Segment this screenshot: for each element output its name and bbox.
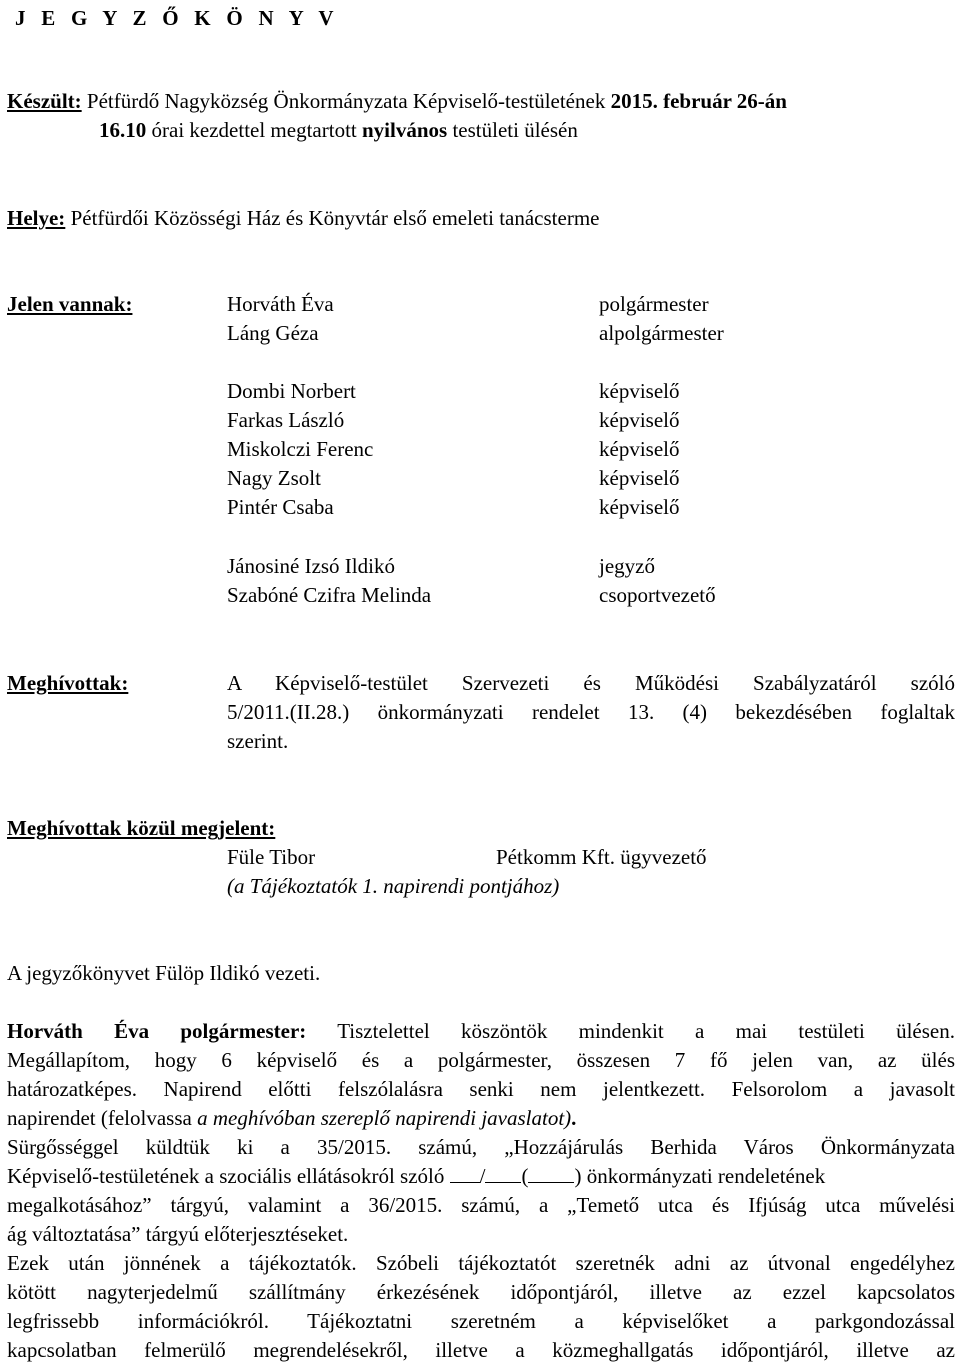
body-text: Tisztelettel köszöntök mindenkit a mai testületi ülésen. bbox=[337, 1019, 955, 1043]
body-line-6 bbox=[7, 1162, 955, 1191]
body-line-11: legfrissebb információkról. Tájékoztatni szeretném a képviselőket a parkgondozással bbox=[7, 1309, 955, 1333]
attendee-role: jegyző bbox=[599, 554, 655, 578]
attendee-role: csoportvezető bbox=[599, 583, 716, 607]
body-line-5: Sürgősséggel küldtük ki a 35/2015. számú, „Hozzájárulás Berhida Város Önkormányzata bbox=[7, 1135, 955, 1159]
attendee-role: képviselő bbox=[599, 379, 680, 403]
body-paren-open: ( bbox=[521, 1164, 529, 1188]
megjelent-note: (a Tájékoztatók 1. napirendi pontjához) bbox=[227, 874, 560, 898]
attendee-role: képviselő bbox=[599, 437, 680, 461]
helye-text: Pétfürdői Közösségi Ház és Könyvtár első emeleti tanácsterme bbox=[70, 206, 600, 230]
megjelent-label bbox=[7, 814, 275, 843]
jelen-label-text: Jelen vannak: bbox=[7, 292, 133, 316]
meghivottak-line-3: szerint. bbox=[227, 729, 289, 753]
attendee-role: képviselő bbox=[599, 466, 680, 490]
body-period: . bbox=[571, 1106, 577, 1130]
keszult-public: nyilvános bbox=[362, 118, 448, 142]
helye-line bbox=[7, 204, 955, 233]
body-text: Képviselő-testületének a szociális ellátásokról szóló bbox=[7, 1164, 445, 1188]
body-italic: a meghívóban szereplő napirendi javaslatot) bbox=[197, 1106, 572, 1130]
blank-field bbox=[485, 1164, 521, 1183]
keszult-date: 2015. február 26-án bbox=[610, 89, 787, 113]
attendee-name: Láng Géza bbox=[227, 321, 319, 345]
meghivottak-label bbox=[7, 669, 128, 698]
body-slash: / bbox=[479, 1164, 486, 1188]
keszult-text: Pétfürdő Nagyközség Önkormányzata Képviselő-testületének bbox=[86, 89, 606, 113]
attendee-role: polgármester bbox=[599, 292, 709, 316]
keszult-line-1 bbox=[7, 87, 955, 116]
keszult-label: Készült: bbox=[7, 89, 82, 113]
body-line-1 bbox=[7, 1017, 955, 1046]
attendee-name: Horváth Éva bbox=[227, 292, 334, 316]
meghivottak-line-2: 5/2011.(II.28.) önkormányzati rendelet 13. (4) bekezdésében foglaltak bbox=[227, 700, 955, 724]
body-line-7: megalkotásához” tárgyú, valamint a 36/2015. számú, a „Temető utca és Ifjúság utca művelési bbox=[7, 1193, 955, 1217]
jelen-label bbox=[7, 290, 132, 319]
body-paren-close: ) bbox=[574, 1164, 582, 1188]
keszult-text-3: testületi ülésén bbox=[452, 118, 578, 142]
body-line-10: kötött nagyterjedelmű szállítmány érkezésének időpontjáról, illetve az ezzel kapcsolatos bbox=[7, 1280, 955, 1304]
attendee-name: Dombi Norbert bbox=[227, 379, 356, 403]
megjelent-label-text: Meghívottak közül megjelent: bbox=[7, 816, 276, 840]
body-text: önkormányzati rendeletének bbox=[586, 1164, 826, 1188]
speaker-label: Horváth Éva polgármester: bbox=[7, 1019, 307, 1043]
megjelent-name: Füle Tibor bbox=[227, 845, 316, 869]
attendee-name: Farkas László bbox=[227, 408, 345, 432]
attendee-name: Jánosiné Izsó Ildikó bbox=[227, 554, 395, 578]
megjelent-org: Pétkomm Kft. ügyvezető bbox=[496, 845, 707, 869]
body-line-12: kapcsolatban felmerülő megrendelésekről, illetve a közmeghallgatás időpontjáról, illetve az bbox=[7, 1338, 955, 1362]
body-line-4 bbox=[7, 1104, 955, 1133]
jegyzokonyv-vezeto: A jegyzőkönyvet Fülöp Ildikó vezeti. bbox=[7, 961, 321, 985]
body-line-8: ág változtatása” tárgyú előterjesztéseket. bbox=[7, 1222, 349, 1246]
meghivottak-line-1: A Képviselő-testület Szervezeti és Működési Szabályzatáról szóló bbox=[227, 671, 955, 695]
keszult-time: 16.10 bbox=[99, 118, 147, 142]
attendee-name: Szabóné Czifra Melinda bbox=[227, 583, 432, 607]
meghivottak-label-text: Meghívottak: bbox=[7, 671, 129, 695]
attendee-name: Miskolczi Ferenc bbox=[227, 437, 374, 461]
blank-field bbox=[528, 1164, 574, 1183]
body-line-3: határozatképes. Napirend előtti felszólalásra senki nem jelentkezett. Felsorolom a javasolt bbox=[7, 1077, 955, 1101]
body-line-2: Megállapítom, hogy 6 képviselő és a polgármester, összesen 7 fő jelen van, az ülés bbox=[7, 1048, 955, 1072]
body-line-9: Ezek után jönnének a tájékoztatók. Szóbeli tájékoztatót szeretnék adni az útvonal engedélyhez bbox=[7, 1251, 955, 1275]
attendee-name: Nagy Zsolt bbox=[227, 466, 321, 490]
keszult-line-2 bbox=[99, 116, 960, 145]
attendee-name: Pintér Csaba bbox=[227, 495, 334, 519]
body-text: napirendet (felolvassa bbox=[7, 1106, 192, 1130]
document-title: J E G Y Z Ő K Ö N Y V bbox=[15, 6, 339, 30]
keszult-text-2: órai kezdettel megtartott bbox=[151, 118, 357, 142]
attendee-role: képviselő bbox=[599, 495, 680, 519]
helye-label: Helye: bbox=[7, 206, 66, 230]
attendee-role: képviselő bbox=[599, 408, 680, 432]
blank-field bbox=[450, 1164, 480, 1183]
attendee-role: alpolgármester bbox=[599, 321, 724, 345]
